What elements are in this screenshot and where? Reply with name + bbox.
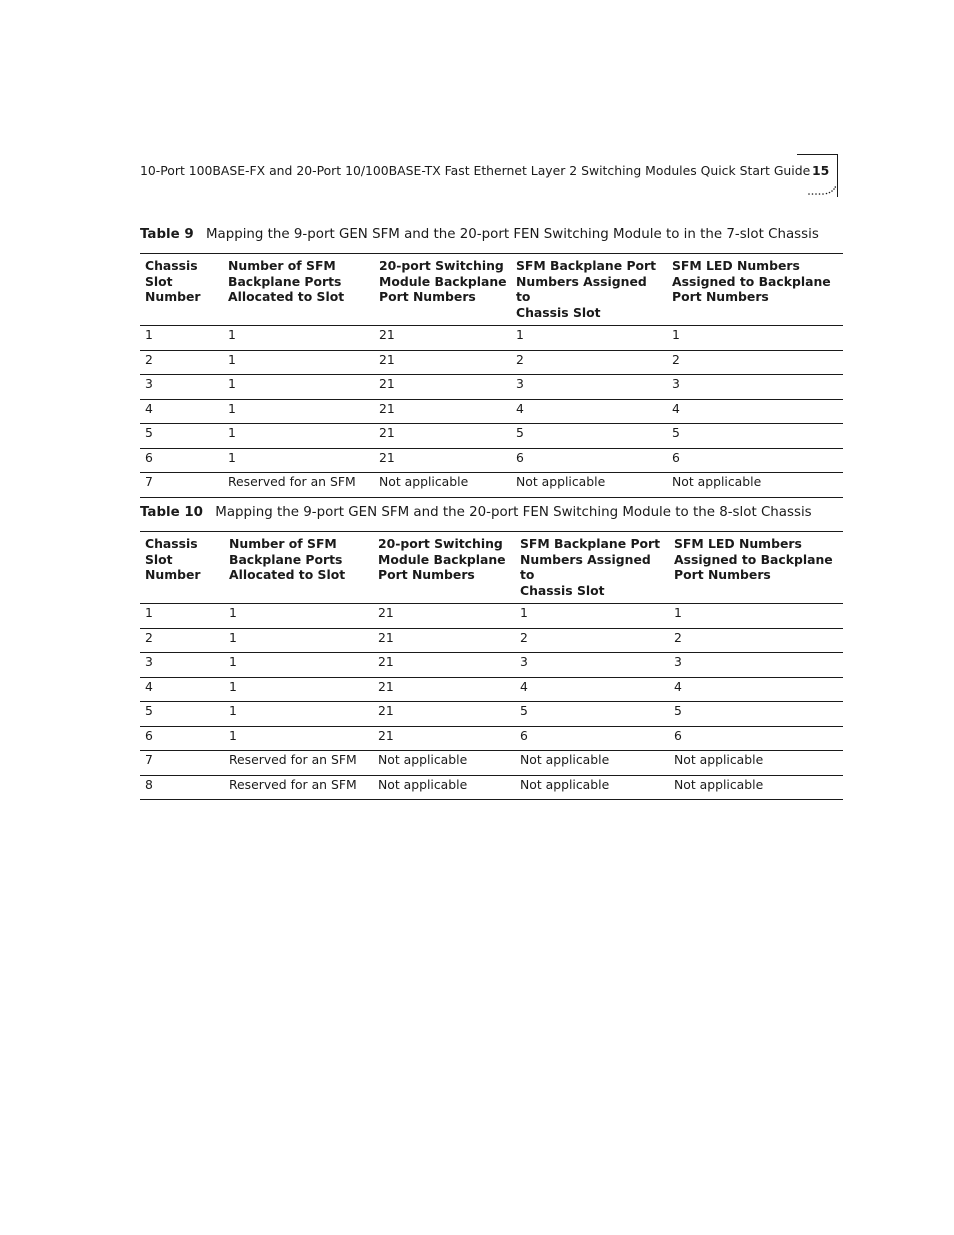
table-cell: 1 — [140, 604, 224, 629]
column-header-line: Port Numbers — [672, 289, 769, 304]
table-row — [140, 399, 843, 424]
column-header-line: SFM Backplane Port — [516, 258, 657, 273]
table-cell: 5 — [140, 702, 224, 727]
table-cell: 1 — [223, 448, 374, 473]
table-cell: Not applicable — [515, 751, 669, 776]
column-header — [373, 532, 515, 604]
column-header-line: Number of SFM — [229, 536, 337, 551]
table-cell: 5 — [667, 424, 843, 449]
table-row — [140, 677, 843, 702]
table-cell: Not applicable — [669, 775, 843, 800]
column-header-line: SFM LED Numbers — [672, 258, 800, 273]
table-cell: 4 — [667, 399, 843, 424]
column-header-line: SFM LED Numbers — [674, 536, 802, 551]
table-row — [140, 375, 843, 400]
table-cell: 2 — [140, 628, 224, 653]
column-header-line: Backplane Ports — [229, 551, 343, 567]
column-header-line: Allocated to Slot — [229, 567, 346, 582]
column-header-line: Port Numbers — [379, 289, 476, 304]
table-cell: 6 — [140, 448, 223, 473]
table-cell: 3 — [140, 653, 224, 678]
table-cell: 5 — [511, 424, 667, 449]
page-number: 15 — [812, 163, 830, 178]
column-header — [515, 532, 669, 604]
table-cell: 1 — [515, 604, 669, 629]
column-header-line: Numbers Assigned to — [516, 273, 647, 304]
table-10-label: Table 10 — [140, 505, 203, 520]
table-cell: 1 — [223, 326, 374, 351]
table-10 — [140, 531, 843, 800]
table-cell: 21 — [373, 628, 515, 653]
table-cell: 4 — [669, 677, 843, 702]
table-10-caption — [140, 505, 812, 520]
table-row — [140, 726, 843, 751]
column-header-line: SFM Backplane Port — [520, 536, 661, 551]
corner-dots-ornament-icon — [808, 186, 836, 196]
column-header-line: Module Backplane — [379, 273, 507, 289]
table-cell: 21 — [373, 677, 515, 702]
table-cell: 1 — [511, 326, 667, 351]
table-cell: 6 — [511, 448, 667, 473]
column-header-line: Assigned to Backplane — [672, 273, 831, 289]
table-10-title: Mapping the 9-port GEN SFM and the 20-port FEN Switching Module to the 8-slot Chassis — [215, 505, 812, 520]
column-header-line: Port Numbers — [378, 567, 475, 582]
column-header-line: Numbers Assigned to — [520, 551, 651, 582]
table-cell: 6 — [140, 726, 224, 751]
column-header-line: Port Numbers — [674, 567, 771, 582]
table-row — [140, 702, 843, 727]
table-cell: 3 — [140, 375, 223, 400]
table-cell: Not applicable — [373, 775, 515, 800]
column-header-line: Backplane Ports — [228, 273, 342, 289]
table-cell: 21 — [373, 653, 515, 678]
column-header-line: Number — [145, 289, 201, 304]
column-header-line: 20-port Switching — [379, 258, 504, 273]
table-cell: 1 — [223, 424, 374, 449]
table-cell: 4 — [515, 677, 669, 702]
table-cell: 4 — [140, 677, 224, 702]
table-cell: 21 — [373, 702, 515, 727]
column-header-line: Allocated to Slot — [228, 289, 345, 304]
table-cell: 1 — [224, 677, 373, 702]
table-cell: 1 — [667, 326, 843, 351]
table-cell: 5 — [140, 424, 223, 449]
table-cell: 7 — [140, 751, 224, 776]
column-header — [140, 532, 224, 604]
table-cell: Not applicable — [511, 473, 667, 498]
column-header-line: 20-port Switching — [378, 536, 503, 551]
table-9-title: Mapping the 9-port GEN SFM and the 20-port FEN Switching Module to in the 7-slot Chassis — [205, 227, 819, 242]
column-header-line: Chassis Slot — [516, 304, 601, 320]
table-9-caption — [140, 227, 819, 242]
column-header — [667, 254, 843, 326]
column-header-line: Slot — [145, 551, 173, 567]
table-9 — [140, 253, 843, 498]
column-header — [224, 532, 373, 604]
table-cell: 4 — [511, 399, 667, 424]
table-row — [140, 424, 843, 449]
column-header — [374, 254, 511, 326]
table-cell: 3 — [667, 375, 843, 400]
table-cell: 1 — [224, 702, 373, 727]
column-header — [511, 254, 667, 326]
table-cell: Not applicable — [373, 751, 515, 776]
running-title: 10-Port 100BASE-FX and 20-Port 10/100BASE-TX Fast Ethernet Layer 2 Switching Modules Quick Start Guide — [140, 163, 811, 178]
corner-rule-horizontal — [797, 154, 837, 155]
corner-rule-vertical — [837, 154, 838, 197]
table-row — [140, 448, 843, 473]
column-header — [140, 254, 223, 326]
column-header-line: Assigned to Backplane — [674, 551, 833, 567]
table-row — [140, 653, 843, 678]
table-header-row — [140, 532, 843, 604]
column-header-line: Number — [145, 567, 201, 582]
table-cell: 21 — [374, 399, 511, 424]
table-cell: 8 — [140, 775, 224, 800]
table-cell: 21 — [373, 726, 515, 751]
table-cell: 1 — [224, 604, 373, 629]
table-row — [140, 473, 843, 498]
column-header — [669, 532, 843, 604]
table-header-row — [140, 254, 843, 326]
table-cell: 6 — [669, 726, 843, 751]
table-cell: Not applicable — [669, 751, 843, 776]
table-cell: 1 — [223, 350, 374, 375]
table-row — [140, 350, 843, 375]
table-row — [140, 628, 843, 653]
table-cell: 21 — [374, 424, 511, 449]
table-cell: 2 — [140, 350, 223, 375]
table-cell: 1 — [669, 604, 843, 629]
table-row — [140, 604, 843, 629]
table-cell: 21 — [374, 448, 511, 473]
table-cell: 6 — [667, 448, 843, 473]
table-cell: Not applicable — [667, 473, 843, 498]
table-cell: Reserved for an SFM — [224, 775, 373, 800]
table-cell: 1 — [224, 653, 373, 678]
table-cell: 2 — [667, 350, 843, 375]
table-cell: 2 — [511, 350, 667, 375]
table-cell: 3 — [511, 375, 667, 400]
table-cell: Not applicable — [374, 473, 511, 498]
column-header-line: Slot — [145, 273, 173, 289]
table-cell: Reserved for an SFM — [224, 751, 373, 776]
table-cell: 6 — [515, 726, 669, 751]
column-header-line: Number of SFM — [228, 258, 336, 273]
table-cell: Reserved for an SFM — [223, 473, 374, 498]
table-cell: 7 — [140, 473, 223, 498]
table-cell: 2 — [515, 628, 669, 653]
table-cell: 21 — [374, 326, 511, 351]
table-cell: 4 — [140, 399, 223, 424]
table-cell: 1 — [224, 628, 373, 653]
table-cell: 5 — [669, 702, 843, 727]
table-cell: 2 — [669, 628, 843, 653]
table-cell: 1 — [223, 399, 374, 424]
column-header — [223, 254, 374, 326]
table-9-label: Table 9 — [140, 227, 194, 242]
table-row — [140, 751, 843, 776]
table-row — [140, 326, 843, 351]
column-header-line: Module Backplane — [378, 551, 506, 567]
column-header-line: Chassis — [145, 258, 198, 273]
table-cell: 21 — [373, 604, 515, 629]
table-cell: 1 — [223, 375, 374, 400]
table-cell: 21 — [374, 375, 511, 400]
table-cell: 1 — [224, 726, 373, 751]
table-cell: 3 — [669, 653, 843, 678]
table-cell: 21 — [374, 350, 511, 375]
column-header-line: Chassis Slot — [520, 582, 605, 598]
column-header-line: Chassis — [145, 536, 198, 551]
table-row — [140, 775, 843, 800]
table-cell: 5 — [515, 702, 669, 727]
table-cell: 3 — [515, 653, 669, 678]
table-cell: Not applicable — [515, 775, 669, 800]
table-cell: 1 — [140, 326, 223, 351]
